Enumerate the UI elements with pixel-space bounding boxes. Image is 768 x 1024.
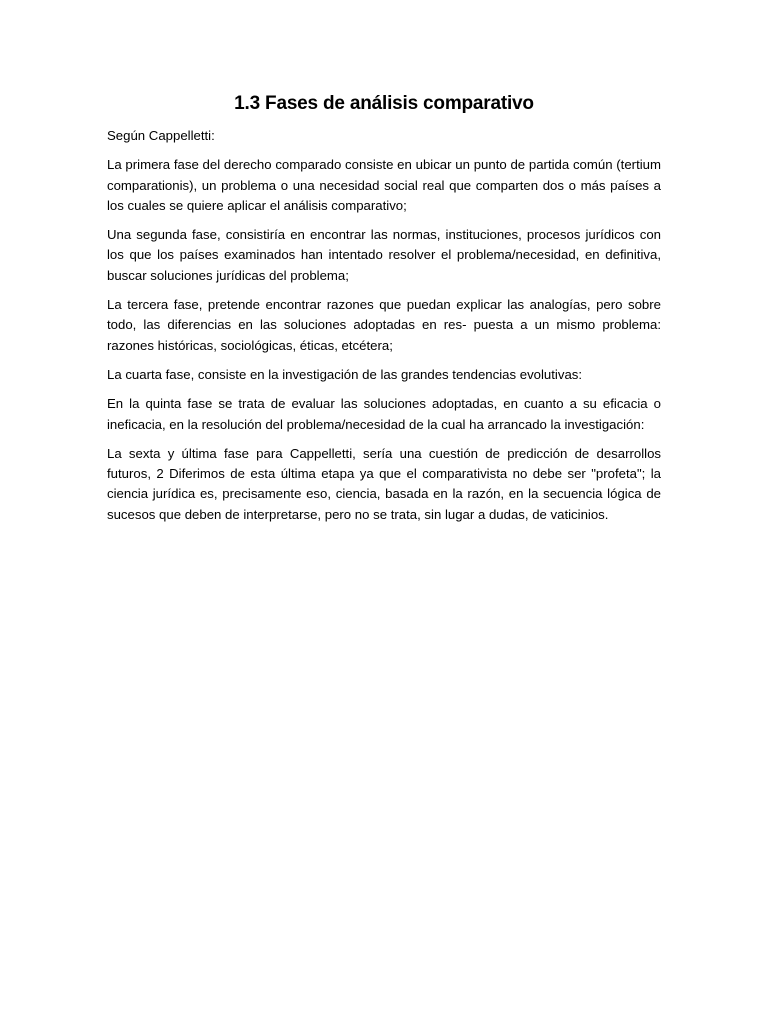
paragraph-phase-1: La primera fase del derecho comparado consiste en ubicar un punto de partida común (tertium comparationis), un problema o una necesidad social real que comparten dos o más países a los cuales se quiere aplicar el análisis comparativo; xyxy=(107,157,661,213)
paragraph-phase-2: Una segunda fase, consistiría en encontrar las normas, instituciones, procesos jurídicos con los que los países examinados han intentado resolver el problema/necesidad, en definitiva, buscar soluciones jurídicas del problema; xyxy=(107,227,661,283)
paragraph-phase-3: La tercera fase, pretende encontrar razones que puedan explicar las analogías, pero sobre todo, las diferencias en las soluciones adoptadas en res- puesta a un mismo problema: razones históricas, sociológicas, éticas, etcétera; xyxy=(107,297,661,353)
intro-paragraph: Según Cappelletti: xyxy=(107,128,215,143)
paragraph-phase-5: En la quinta fase se trata de evaluar las soluciones adoptadas, en cuanto a su eficacia o ineficacia, en la resolución del problema/necesidad de la cual ha arrancado la investigación: xyxy=(107,396,661,432)
paragraph-phase-4: La cuarta fase, consiste en la investigación de las grandes tendencias evolutivas: xyxy=(107,366,583,382)
page-title: 1.3 Fases de análisis comparativo xyxy=(234,93,534,114)
paragraph-phase-6: La sexta y última fase para Cappelletti, sería una cuestión de predicción de desarrollos futuros, 2 Diferimos de esta última etapa ya que el comparativista no debe ser "profeta"; la ciencia jurídica es, precisamente eso, ciencia, basada en la razón, en la secuencia lógica de sucesos que deben de interpretarse, pero no se trata, sin lugar a dudas, de vaticinios. xyxy=(107,445,661,522)
